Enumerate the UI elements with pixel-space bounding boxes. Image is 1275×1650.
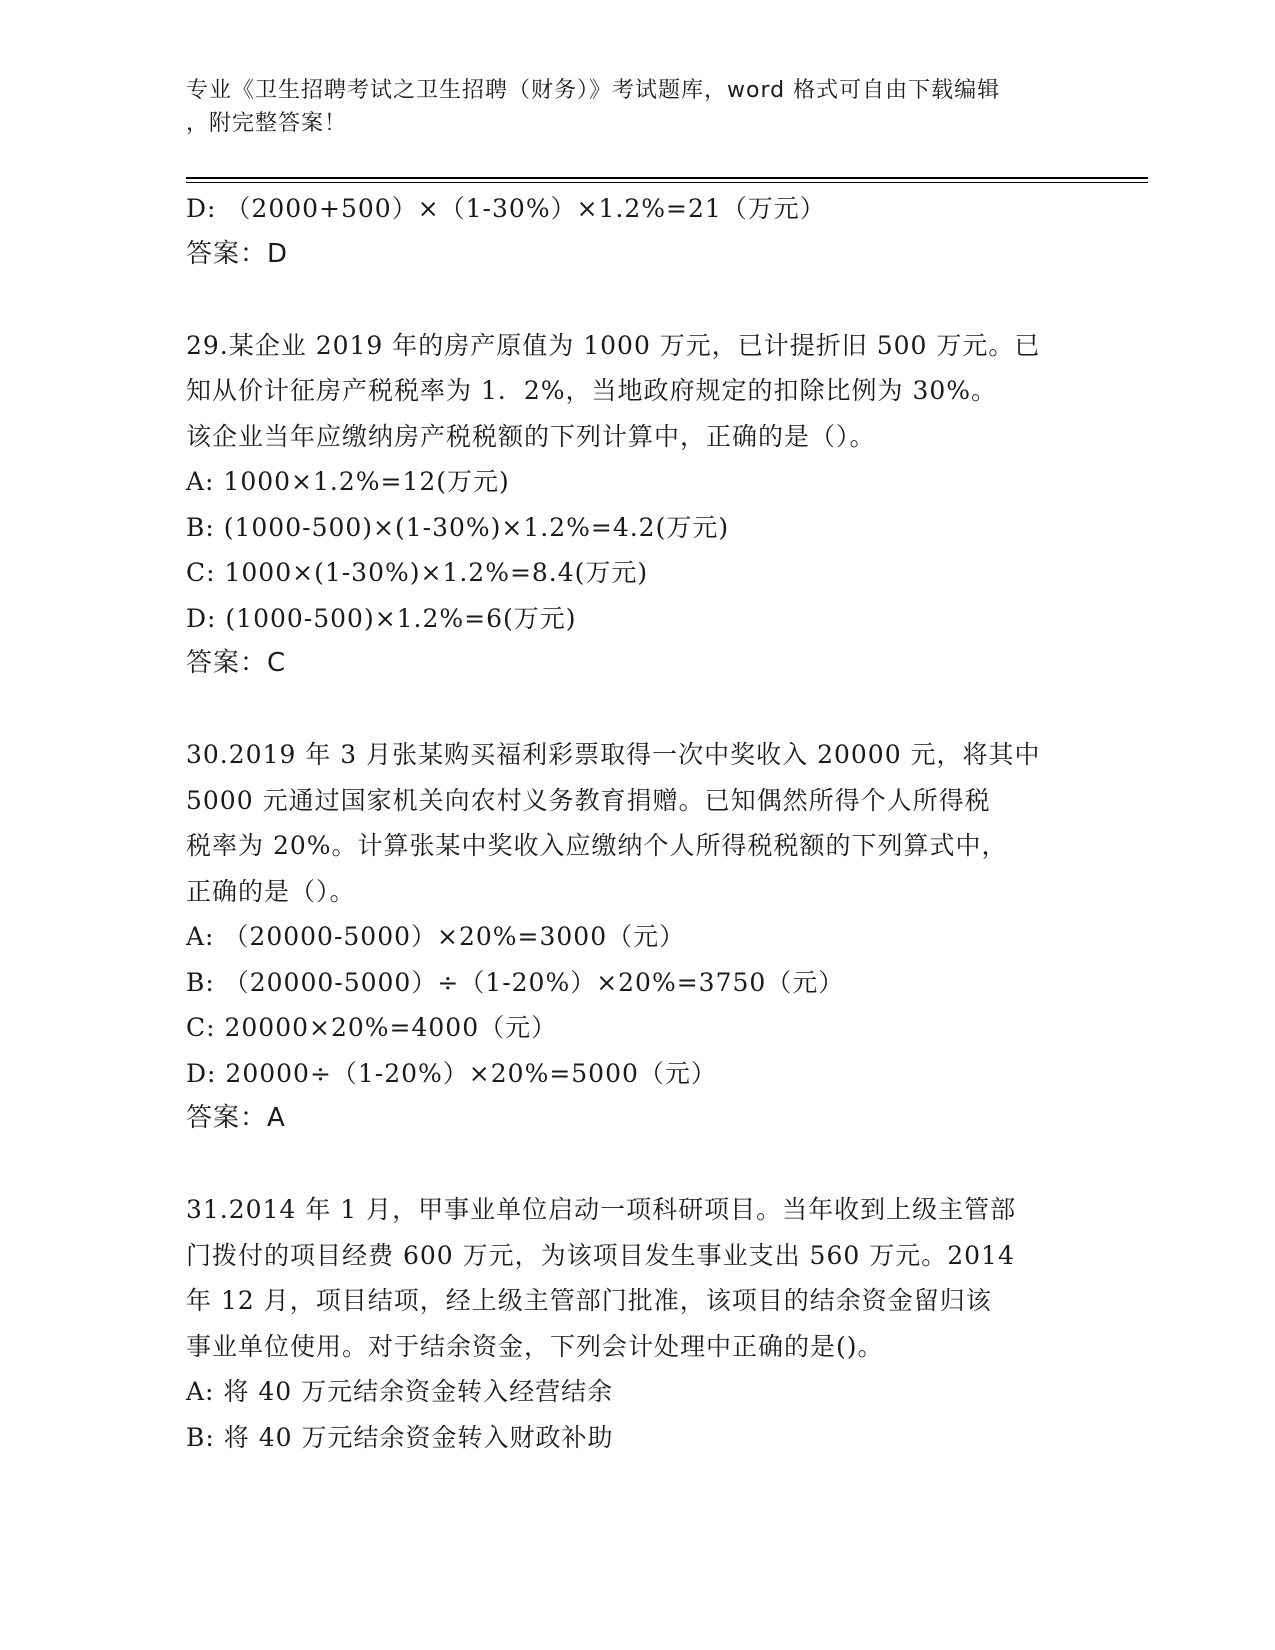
question-31-stem-line: 31.2014 年 1 月，甲事业单位启动一项科研项目。当年收到上级主管部 — [186, 1195, 1017, 1224]
header-rule-thin — [186, 182, 1148, 183]
question-30-stem-line: 5000 元通过国家机关向农村义务教育捐赠。已知偶然所得个人所得税 — [186, 785, 991, 815]
question-31-stem-line: 年 12 月，项目结项，经上级主管部门批准，该项目的结余资金留归该 — [186, 1286, 992, 1315]
question-29-answer: 答案：C — [186, 648, 287, 678]
question-29-stem-line: 该企业当年应缴纳房产税税额的下列计算中，正确的是（）。 — [186, 421, 876, 451]
spacer — [186, 687, 1086, 733]
question-content — [186, 186, 1086, 1460]
question-29 — [186, 323, 1086, 687]
question-31 — [186, 1187, 1086, 1460]
question-31-option-a: A: 将 40 万元结余资金转入经营结余 — [186, 1377, 614, 1406]
question-29-stem-line: 知从价计征房产税税率为 1．2%，当地政府规定的扣除比例为 30%。 — [186, 376, 998, 405]
header-rule-thick — [186, 177, 1148, 179]
question-30-option-a: A: （20000-5000）×20%=3000（元） — [186, 922, 686, 951]
question-30-option-d: D: 20000÷（1-20%）×20%=5000（元） — [186, 1058, 717, 1088]
question-28-option-d: D: （2000+500）×（1-30%）×1.2%=21（万元） — [186, 194, 826, 223]
question-29-option-a: A: 1000×1.2%=12(万元) — [186, 467, 510, 496]
question-30 — [186, 732, 1086, 1142]
spacer — [186, 277, 1086, 323]
question-28-answer: 答案：D — [186, 238, 289, 269]
question-30-stem-line: 税率为 20%。计算张某中奖收入应缴纳个人所得税税额的下列算式中， — [186, 831, 1008, 860]
question-30-stem-line: 正确的是（）。 — [186, 876, 356, 906]
question-31-stem-line: 门拨付的项目经费 600 万元，为该项目发生事业支出 560 万元。2014 — [186, 1240, 1015, 1270]
header-line-1: 专业《卫生招聘考试之卫生招聘（财务）》考试题库，word 格式可自由下载编辑 — [186, 78, 1001, 103]
question-30-option-b: B: （20000-5000）÷（1-20%）×20%=3750（元） — [186, 967, 845, 997]
spacer — [186, 1142, 1086, 1188]
question-31-option-b: B: 将 40 万元结余资金转入财政补助 — [186, 1422, 614, 1452]
question-30-option-c: C: 20000×20%=4000（元） — [186, 1013, 558, 1042]
question-29-stem-line: 29.某企业 2019 年的房产原值为 1000 万元，已计提折旧 500 万元。已 — [186, 330, 1041, 360]
page-header — [186, 74, 1066, 140]
question-28 — [186, 186, 1086, 277]
question-30-stem-line: 30.2019 年 3 月张某购买福利彩票取得一次中奖收入 20000 元，将其中 — [186, 740, 1041, 769]
question-30-answer: 答案：A — [186, 1103, 286, 1133]
question-31-stem-line: 事业单位使用。对于结余资金，下列会计处理中正确的是()。 — [186, 1331, 884, 1361]
question-29-option-d: D: (1000-500)×1.2%=6(万元) — [186, 603, 577, 633]
header-line-2: ，附完整答案！ — [186, 111, 348, 136]
question-29-option-c: C: 1000×(1-30%)×1.2%=8.4(万元) — [186, 558, 649, 587]
question-29-option-b: B: (1000-500)×(1-30%)×1.2%=4.2(万元) — [186, 512, 730, 542]
